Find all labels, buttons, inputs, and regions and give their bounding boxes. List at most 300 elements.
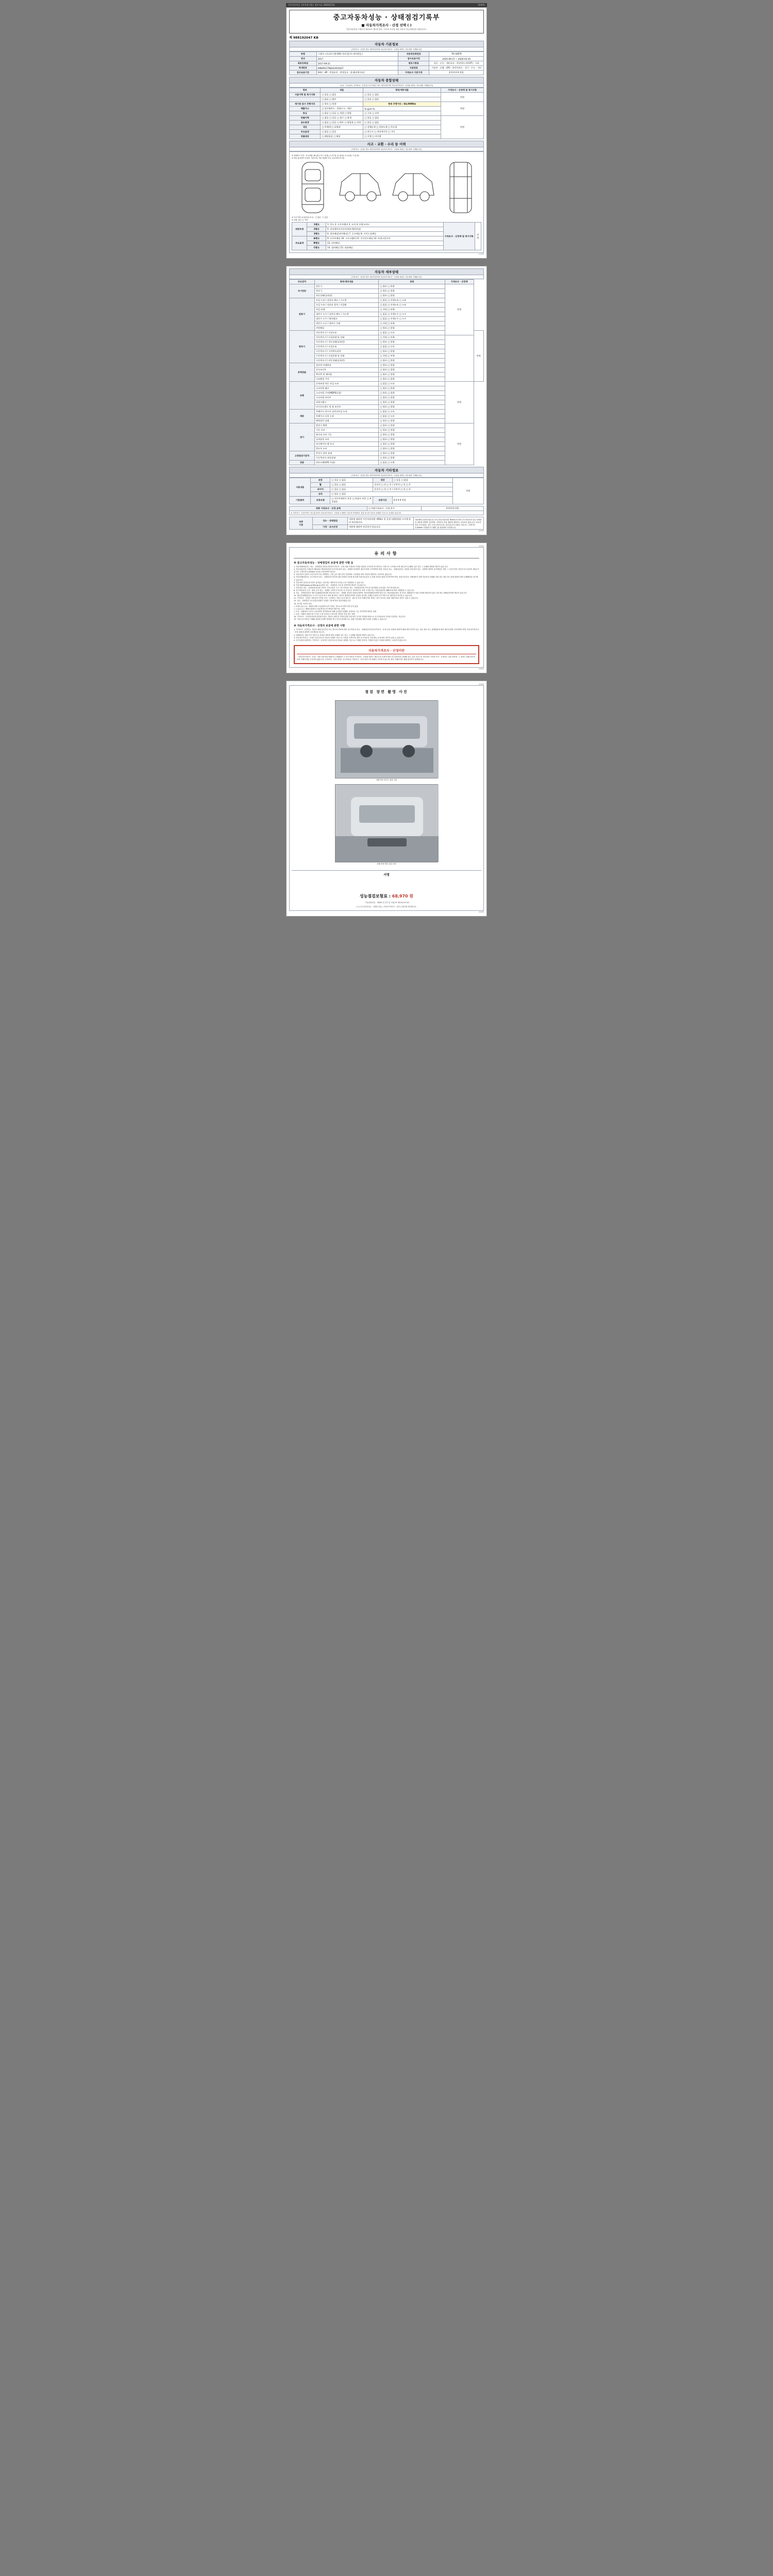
document-header [289,10,484,33]
item-check[interactable]: □ 양호 □ 불량 [379,363,445,368]
final-price-label: 최종 가격조사 · 산정 금액 [290,506,367,511]
page-subtitle: ■ 자동차가격조사 · 산정 선택 ( ) [361,23,412,27]
item-check[interactable]: □ 양호 □ 불량 [379,456,445,461]
notice-item: 9. 성능 · 상태점검자가 매도인(매매업자)에게 자동차의 성능 · 상태를 점검한 내용에 대하여 자동차매매업자에게 법정 준수 제공하였음에도 불구하고 매매업자가 매수인에게 제공하지 않은 경우에는 매매업자에게 책임이 있습니다. [294,592,467,595]
rank-label: C랭크 [307,246,326,250]
notice-sub-2: ※ 자동차가격조사 · 산정자 보증에 관한 사항 [294,624,345,628]
group-label: 동력전달 [290,363,315,382]
row-check[interactable]: □ 없음 □ 있음 □ 적법 □ 불법 [321,111,363,116]
item-check[interactable]: □ 양호 □ 불량 [379,386,445,391]
item-check[interactable]: □ 없음 □ 미세누수 □ 누수 [379,312,445,317]
cell-label: 검사유효기간 [398,57,429,61]
item-label: 브레이크 마스터 실린더오일 누유 [315,410,379,414]
item-check[interactable]: □ 적정 □ 부족 [379,321,445,326]
item-label: 스티어링 펌프 [315,386,379,391]
row-check[interactable]: □ 해당없음 □ 해당 [321,134,363,139]
row-check[interactable]: □ 없음 □ 있음 [321,130,363,134]
item-label2: 내장 [373,478,393,483]
item-label: 연료누출(LPG 포함) [315,461,379,465]
item-label: 발전기 출력 [315,423,379,428]
item-label: 수동변속기 / 기어변속장치 [315,349,379,354]
item-check[interactable]: □ 양호 □ 불량 [379,433,445,437]
row-check2[interactable]: □ 있음 □ 없음 [363,97,441,102]
section-title-other: 자동차 기타정보 [289,467,484,473]
rank-label: B랭크 [307,241,326,246]
row-note: 만원 [441,93,484,102]
inspection-photo-2 [335,784,438,862]
notice-item: 13. 표기된 기호의 의미 [294,602,312,605]
group-label: 사용내용 [290,478,311,497]
row-note: 만원 [441,102,484,116]
page-4-tag: (4/4면) [478,683,484,686]
notice-sub-1: ※ 중고자동차성능 · 상태점검자 보증에 관한 사항 등 [294,562,354,565]
group-label: 자기진단 [290,284,315,298]
final-price-unavailable[interactable]: □ 차량가격조사 · 산정 불가 [367,506,422,511]
rank-parts: 9. 프론트패널 10. 크로스멤버 11. 인사이드패널 12. 트렁크플로어 [326,236,444,241]
table-row [290,61,484,66]
row-check[interactable]: □ 있음 □ 없음 [321,93,363,97]
group-note: 만원 [445,382,474,423]
item-check[interactable]: □ 양호 □ 불량 [379,419,445,423]
col-head: 항목/세부내용 [363,88,441,93]
right-note-label: 가격조사 · 산정액 및 특기사항 [443,223,475,250]
row-check[interactable]: □ 없음 □ 렌트 [321,97,363,102]
item-check[interactable]: □ 양호 □ 불량 [379,428,445,433]
cell-value: 자동 · 수동 · 세미오토 · 무단변속기(CVT) · 기타 [429,61,484,66]
item-label: 휠 [311,483,330,487]
table-row [290,349,484,354]
table-row [290,340,484,345]
accident-history-label: ※ 사고이력 (교차/부위 표시) [292,216,314,219]
row-label: 리콜대상 [290,134,321,139]
col-head: 상태 [379,280,445,284]
table-row [290,57,484,61]
table-row [290,116,484,121]
item-label: 동력조향 작동 오일 누유 [315,382,379,386]
col-head: 주요장치 [290,280,315,284]
inspection-photo-1 [335,700,438,778]
item-check[interactable]: □ 양호 □ 불량 [379,423,445,428]
notice-item: 3. 자동차인도일부터 보증기간이 지나 발생하는 고장 등은 매수인이 부담하며, 보증범위 외의 사항에 대하여는 보증하지 않습니다. [294,573,392,576]
item-check[interactable]: □ 있음 □ 없음 [330,483,373,487]
table-row [290,423,484,428]
section-title-basic: 자동차 기본정보 [289,41,484,47]
group-label: 외판부위 [292,223,307,236]
insurance-fee-value: 68,970 원 [392,894,414,899]
notice-item: ○ 부식 : 차량에서 부식이 금속표면이 화학반응에 의해 손상되어 원래의 성질보다 기능 현격하게 떨어진 상태 [294,610,377,613]
row-label: 주요옵션 [290,130,321,134]
item-label: 냉각수 누수 / 냉각수 수량 [315,321,379,326]
photo-placeholder-icon [335,785,439,862]
item-check[interactable]: □ 양호 □ 불량 [379,396,445,400]
photo-caption: 차량 후면 하부 점검 사진 [377,863,396,866]
item-check[interactable]: □ 양호 □ 불량 [379,405,445,410]
item-label: 배력장치 상태 [315,419,379,423]
table-head-row [290,280,484,284]
cell-value: 2017-09-21 [316,61,398,66]
cell-value: 2025-09-21 ~ 2026-03-30 [429,57,484,61]
item-check[interactable]: □ 적정 □ 부족 [379,335,445,340]
section-note-detail: (가격조사 · 산정은 별도 계약사항이며 자동차가격조사 · 산정을 원하는 경우에만 기재합니다) [289,275,484,279]
definition-box [294,645,479,664]
table-damage-rank [292,222,481,250]
row-check[interactable]: □ 양호 □ 불량 [321,102,363,107]
section-note-overall: (주요 · 주요골조, 가격조사 · 산정 및 특기사항은 별도 계약사항이며 자동차가격조사 · 산정을 원하는 경우에만 기재합니다) [289,83,484,88]
table-head-row [290,88,484,93]
group-label: 기본품목 [290,497,311,504]
row-check[interactable]: □ 무채색 □ 유채색 [321,125,363,130]
table-row [290,93,484,97]
item-check[interactable]: □ 없음 □ 미세누유 □ 누유 [379,303,445,308]
legend-1: ※ 상태표시 부호 : X (교환), W (판금 또는 용접), C (부식), A (흠집), U (요철), T (손상) [292,155,359,157]
row-label: 용도변경 [290,121,321,125]
item-check[interactable]: □ 양호 □ 불량 [379,391,445,396]
item-label2: 보증기간 [373,497,393,504]
item-check2[interactable]: 운전석 □ 전 □ 후 / 동반석 □ 전 □ 후 [373,487,453,492]
notice-title: 유의사항 [294,551,479,558]
row-label: 특별이력 [290,116,321,121]
item-check2[interactable]: 운전석 □ 전 □ 후 / 동반석 □ 전 □ 후 [373,483,453,487]
table-row [290,345,484,349]
cell-label: 가격조사 기준가격 [398,71,429,75]
item-label: 유리 [311,492,330,497]
item-check[interactable]: □ 없음 □ 누유 [379,410,445,414]
cell-value: 가솔린 · 디젤 · LPG · 하이브리드 · 전기 · 수소 · 기타 [429,66,484,71]
item-check[interactable]: □ 있음 □ 없음 [330,487,373,492]
item-label: 구동축전지 격리상태 [315,456,379,461]
section-note-other: (가격조사 · 산정은 별도 계약사항이며 자동차가격조사 · 산정을 원하는 경우에만 기재합니다) [289,473,484,478]
page-title: 중고자동차성능 · 상태점검기록부 [333,14,440,22]
warranty-key: 성능 · 상태점검 [313,517,348,525]
item-check[interactable]: □ 양호 □ 불량 [379,349,445,354]
row-check2[interactable]: □ 썬루프 □ 내비게이션 □ 기타 [363,130,441,134]
insurance-fee [292,890,481,900]
legend-2: ※ 하단 참조하여 승용차 기준이며, 기타 차량의 경우 유사하게 표시함 [292,157,345,160]
item-label: 냉각수 누수 / 실린더 헤드 / 가스켓 [315,312,379,317]
item-check2[interactable]: 0 0 0 0 만원 [392,497,452,504]
car-side-view-right-icon [390,159,437,216]
row-check2[interactable]: □ 전체도색 □ 부분도색 □ 무도색 [363,125,441,130]
table-row [290,478,484,483]
group-note: 만원 [452,478,483,504]
row-check2[interactable]: □ 있음 □ 없음 [363,93,441,97]
item-check[interactable]: □ 양호 □ 불량 [379,289,445,294]
car-diagram-panel [289,151,484,256]
notice-item-2: 2. 매매업자는 매수인이 거짓으로 산정된 내용에 따라 손해를 입은 경우 그 손해를 배상할 책임이 있습니다. [294,634,375,636]
item-check[interactable]: □ 양호 □ 불량 [379,451,445,456]
item-check[interactable]: □ 적정 □ 부족 [379,308,445,312]
item-label: 실내송풍 모터 [315,437,379,442]
col-head: 내용 [321,88,363,93]
notice-item: 7. 자동차의 성능 · 상태점검에 관한 사항은 국토교통부 고시 '중고자동차 성능 · 상태점검자의 자격 및 점검방법 등에 관한 기준'에 따릅니다. [294,586,400,589]
insurance-fee-label: 성능점검보험료 : [359,894,391,899]
row-check2[interactable]: □ 구조 □ 장치 [363,111,441,116]
group-label: 변속기 [290,331,315,363]
page-3-tag: (3/4면) [478,545,484,548]
photo-list [292,697,481,868]
definition-title: 자동차가격조사 · 산정이란 [297,648,476,654]
table-other-info [289,478,484,504]
item-label: 라디에이터 팬 모터 [315,442,379,447]
cell-label: 연식 [290,57,317,61]
item-check[interactable]: □ 없음 □ 누유 [379,414,445,419]
topbar-right: (1/4면) [478,4,485,6]
group-note: 만원 [474,331,483,382]
cell-label: 차대번호 [290,66,317,71]
item-label: 커먼레일 [315,326,379,331]
item-label: 수동변속기 / 오일유량 및 상태 [315,354,379,359]
item-check[interactable]: □ 양호 □ 불량 [379,372,445,377]
item-label: 브레이크 오일 누유 [315,414,379,419]
photos-title: 점검 장면 촬영 사진 [365,690,408,694]
row-label: 색상 [290,125,321,130]
cell-label: 사용연료 [398,66,429,71]
notice-item-2: 1. 가격조사 · 산정자는 자동차 매매 알선기준 또는 별도의 의뢰에 따라 중고자동차 성능 · 상태점검기록부(가격조사 · 산정 부분 포함)에 대하여 매매 계약 성격이 있는 경우 매수 또는 관계법령에 따라 매수인에게 고지하여야 하며, 자동차가격조사 · 산정 내용에 대하여 보증책임을 집니다. [294,629,479,634]
item-label: 타이어 [311,487,330,492]
item-label: 냉각수 누수 / 워터펌프 [315,317,379,321]
final-price-value: 0 0 0 0 만원 [422,506,484,511]
item-label: 자동변속기 / 오일누유 [315,331,379,335]
cell-value: 0 0 0 0 0 만원 [429,71,484,75]
item-label: 수동변속기 / 오일누유 [315,345,379,349]
notice-item: 11. 가격조사 · 산정은 자동차의 가격을 조사 · 산정하는 서비스로서 매도인 · 매수인 간의 거래가격을 정하는 것이 아니며, 실제 거래가격과 차이가 있을 수 있습니다. [294,597,418,600]
item-check[interactable]: □ 양호 □ 불량 [379,400,445,405]
item-check[interactable]: □ 없음 □ 누유 [379,331,445,335]
row-check[interactable]: □ 일산화탄소 · 탄화수소 · 매연 [321,107,363,111]
row-check2[interactable]: □ 있음 □ 없음 [363,116,441,121]
item-label: 추진축 및 베어링 [315,372,379,377]
item-label: 수동변속기 / 작동상태(공회전) [315,359,379,363]
table-warranty [289,517,484,530]
cell-value: 그랜저 스포츠(그랜저HG 산타일(구)-내비형일.) [316,52,398,57]
item-check[interactable]: □ 있음 □ 없음 [330,492,453,497]
warranty-value: 내용에 대하여 자동차관리법 제58조 및 공정거래위원회 고시에 따라 보증합니다. [348,517,414,525]
rank-label: 1랭크 [307,223,326,227]
item-check[interactable]: □ 양호 □ 불량 [379,294,445,298]
rank-parts: 13. 리어패널 [326,241,444,246]
signature-area[interactable] [292,877,481,890]
col-head: 항목 [290,88,321,93]
item-label: 윈도우 모터 [315,447,379,451]
document-page [0,0,773,934]
footer-line-1: 「자동차관리법」 제58조 및 같은 법 시행규칙 제120조에 따라 [363,902,410,904]
notice-item: 5. 자동차의 품질보증기간이 남아있는 경우에는 제작사의 보증을 우선 적용받을 수 있습니다. [294,581,364,584]
notice-item-2: 3. 자동차가격조사 · 산정은 점검 당시의 자동차 상태를 기준으로 산정한 가격이며, 향후 중고자동차 시세 변동 등에 따라 차이가 있을 수 있습니다. [294,636,405,639]
footer-line-2: [ 1 ] 중고자동차성능 · 상태를 점검, [ 자동차가격조사 · 산정 ] 사항임을 확인합니다. [356,905,417,908]
table-row [290,52,484,57]
notice-list-1 [294,566,479,621]
item-check[interactable]: □ 있음 □ 없음 [330,478,373,483]
group-note: 만원 [445,423,474,465]
table-row [290,511,484,515]
notice-item: 6. 자동차365(www.car365.go.kr)에서 성능 · 상태점검 기록 및 정비이력 확인이 가능합니다. [294,584,366,586]
notice-item: 1. 자동차매매업자는 성능 · 상태점검기록부(자동차가격조사 · 산정 내용 포함)에 기재된 내용을 고지하지 아니하거나 거짓으로 고지했으로써 매수인이 손해를 입은 경우 그 손해를 배상할 책임이 있습니다. [294,566,448,568]
row-label: 계기판 표시 주행거리 [290,102,321,107]
accident-check-yes[interactable]: □ 있음 [322,216,328,219]
page-1-foot: (1/4면) [478,253,484,256]
page-2-foot: (2/4면) [478,530,484,532]
sheet-page-4 [286,681,487,917]
car-bottom-view-icon [443,159,479,216]
item-check[interactable]: □ 양호 □ 불량 [379,447,445,451]
item-check[interactable]: □ 양호 □ 불량 [379,377,445,382]
table-row [290,382,484,386]
item-label: 등속조인트 [315,368,379,372]
item-check[interactable]: □ 없음 □ 미세누유 □ 누유 [379,298,445,303]
item-label: 변속기 [315,289,379,294]
topbar-left: 자동차등록증 사본보관 (별도 첨부서류 2020/1/13) [288,4,335,6]
item-label: 스티어링 조인트 [315,396,379,400]
item-label: 보증유형 [311,497,330,504]
page-3-foot: (3/4면) [478,668,484,670]
notice-item: ○ 긁음 : 차량의 외판도장, 부식은 도장 및 판금 등에 의한 경미한 흔집 정도 상태 [294,613,355,615]
item-label: 타이로드엔드 및 볼 조인트 [315,405,379,410]
item-check[interactable]: □ 없음 □ 누출 [379,461,445,465]
row-check[interactable]: □ 없음 □ 있음 □ 침수 □ 화재 [321,116,363,121]
group-label: 조향 [290,382,315,410]
cell-value: KMHM1CTNDHU910047 [316,66,398,71]
photo-caption: 차량 하부 리프트 점검 사진 [376,779,397,782]
definition-text: 「자동차가격조사 · 산정」이란 자동차의 매매 또는 매매알선 시 중고자동차 가격조사 · 산정을 원하는 매수인의 요청에 따라 중고자동차의 상태와 성능 등을 기준으로 자동차의 가격을 조사 · 산정하는 것을 말하며, 그 결과는 매매 당사자 간의 거래가격을 구속하지 않습니다. 가격조사 · 산정 결과는 중고자동차 가격조사 · 산정 서비스에 의해서 구속하지 않으며, 최종 거래가격은 매매 당사자가 결정합니다. [297,655,475,660]
page-4-foot: (4/4면) [478,910,484,913]
table-row [290,102,484,107]
table-row [290,372,484,377]
photo-placeholder-icon [335,701,439,778]
group-label: 제동 [290,410,315,423]
row-label: 배출가스 [290,107,321,111]
row-label: 튜닝 [290,111,321,116]
car-side-view-left-icon [337,159,384,216]
cell-label: 최초등록일 [290,61,317,66]
signature-title: 서명 [383,873,390,877]
right-note-value: 만원 [475,223,481,250]
document-number: 제 988192047 KB [289,36,318,40]
table-row [290,359,484,363]
item-check[interactable]: □ 양호 □ 불량 [379,359,445,363]
item-label: 파워크랭크 [315,400,379,405]
item-check[interactable]: □ 적정 □ 부족 [379,354,445,359]
item-label: 오일 누유 / 실린더 헤드 / 가스켓 [315,298,379,303]
table-basic-info [289,52,484,75]
notice-item: 10. 매수인(매매업자)은 시고지 기준이 되고 싶어 확인되는 정보의 범위에 한하여 점검한 것이며, 은폐된 부위의 사고이력 등은 확인되지 아니할 수 있습니다. [294,595,413,597]
cell-label: 자동차등록번호 [398,52,429,57]
item-check[interactable]: □ 양호 □ 불량 [379,368,445,372]
group-label: 고전원전기장치 [290,451,315,461]
rank-parts: 6. 쿼터패널(리어팬더) 7. 루프패널 8. 사이드실패널 [326,232,444,236]
table-overall-state [289,88,484,139]
notice-item: ○ 미세누유(누수) : 해당부위에 오일(냉각수)이 비치는 정도로서 바닥 낙하 흔적 없음 [294,605,358,607]
group-label: 연료 [290,461,315,465]
section-title-overall: 자동차 종합상태 [289,77,484,83]
item-check[interactable]: □ 없음 □ 누유 [379,382,445,386]
final-price-note: ※ 가격조사 · 산정가격은 성능점검자가 자동차가격조사 · 산정을 요청받은 경우에 작성하며, 점검 당시의 자동차 상태를 기준으로 산정한 것입니다. [290,511,484,515]
row-check[interactable]: □ 없음 □ 있음 □ 렌트 □ 영업용 □ 관용 [321,121,363,125]
section-title-detail: 자동차 세부상태 [289,268,484,275]
table-row [292,223,481,227]
cell-label: 검사유효기간 [290,71,317,75]
row-check2[interactable]: % ppm % [363,107,441,111]
item-check[interactable]: □ 없음 □ 미세누수 □ 누수 [379,317,445,321]
item-label: 오일 유량 [315,308,379,312]
page-desc: 자동차관리법 시행규칙 제120조 제1항 관련 / 소비자 보호를 위한 자동차 성능상태점검 내용입니다. [346,28,427,30]
col-head: 가격조사 · 산정액 및 특기사항 [441,88,484,93]
item-check[interactable]: □ 양호 □ 불량 [379,284,445,289]
item-label: 클러치 어셈블리 [315,363,379,368]
rank-parts: 5. 라디에이터서포트(볼트체결부품) [326,227,444,232]
group-note: 만원 [445,284,474,335]
cell-value: 04단 · 8P · 변경유무 · 변경일자 · 현재(주행거리) [316,71,398,75]
item-label: 외장 [311,478,330,483]
item-label: 시동 모터 [315,428,379,433]
item-label: 자동변속기 / 오일유량 및 상태 [315,335,379,340]
section-note-accident: (가격조사 · 산정은 별도 계약사항이며 자동차가격조사 · 산정을 원하는 경우에만 기재합니다) [289,147,484,151]
notice-item-2: 4. 특기사항에 대하여는 가격조사 · 산정자가 점검 당시의 자동차 상태를 기준으로 기재한 것이며, 기재되지 않은 사항에 대하여는 보증하지 않습니다. [294,639,407,641]
rank-label: A랭크 [307,236,326,241]
item-check[interactable]: □ 양호 □ 불량 [379,437,445,442]
photo-item [335,784,438,865]
row-check2[interactable]: □ 이행 □ 미이행 [363,134,441,139]
section-title-accident: 사고 · 교환 · 수리 등 이력 [289,141,484,147]
section-note-basic: (가격조사 · 산정은 별도 계약사항이며 자동차가격조사 · 산정을 원하는 경우에만 기재합니다) [289,47,484,52]
rank-parts: 1. 후드 2. 프론트팬더 3. 도어 4. 트렁크리드 [326,223,444,227]
notice-item: 4. 자동차매매업자는 중고자동차 성능 · 상태점검기록부를 매수인에게 교부할 때 현재 자동차등록증 등 관계 서류를 함께 교부하여야 하며, 점검기록부의 기재내용이 실제 자동차의 상태와 다를 경우 매수인은 관계 법령에 따라 손해배상을 청구할 수 있습니다. [294,576,478,581]
cell-value: 2017 [316,57,398,61]
sheet-page-3 [286,543,487,673]
notice-item: 14. 가격조사 · 산정자(자동차진단평가사)는 자동차 상태 및 가격에 관한 전문적인 지식과 경험을 바탕으로 중고자동차의 가치를 산정하는 자입니다. [294,616,406,618]
table-row [290,377,484,382]
table-row [290,71,484,75]
accident-check-none[interactable]: □ 없음 [315,216,321,219]
table-row [290,354,484,359]
cell-value: 76서4879 [429,52,484,57]
table-row [290,506,484,511]
odometer-value: 현재 주행거리 : 84,009Km [363,102,441,107]
notice-list-2 [294,629,479,642]
warranty-value: 내용에 대하여 보증하지 않습니다. [348,525,414,530]
row-label [290,97,321,102]
sheet-page-1 [286,7,487,259]
sheet-page-2 [286,266,487,535]
group-label: 원동기 [290,298,315,331]
item-check[interactable]: □ 양호 □ 불량 [379,326,445,331]
damage-label: ※ 교환, 판금 등 이력 [292,219,308,222]
table-row [290,284,484,289]
row-label: 사용이력 및 특기사항 [290,93,321,97]
rank-parts: 14. 필러패널 15. 대쉬패널 [326,246,444,250]
item-label: 스티어링 기어(MDPS포함) [315,391,379,396]
row-check2[interactable]: □ 있음 □ 없음 [363,121,441,125]
notice-item: 12. 성능 · 상태점검 국토교통부장관이 인정한 기준에 따라 점검하였습니다. [294,600,351,602]
notice-item: ○ 누유(누수) : 해당부위에서 오일(냉각수)이 맺혀서 떨어지는 상태 [294,607,345,610]
item-check[interactable]: □ 없음 □ 누유 [379,345,445,349]
table-row [290,66,484,71]
notice-item: 15. 기타 중고자동차 거래와 관련한 분쟁이 발생한 경우 한국소비자원 또는 관할 지자체에 상담·조정을 신청할 수 있습니다. [294,618,387,621]
item-check[interactable]: □ 양호 □ 불량 [379,340,445,345]
notice-item: 8. 중고자동차의 구조 · 장치 등의 성능 · 상태를 고지하지 아니한 자 거짓으로 점검하거나 자격 고지한 자는 자동차관리법 제80조에 따라 처벌받을 수 있습니다. [294,589,415,592]
cell-label: 차명 [290,52,317,57]
item-check2[interactable]: □ 있음 □ 없음 [392,478,452,483]
rank-label: 3랭크 [307,232,326,236]
item-label: 오일 누유 / 실린더 블록 / 오일팬 [315,303,379,308]
item-check[interactable]: □ 자동차제작사 보증 □ 보험사 보증 □ 보증없음 [330,497,373,504]
item-label: 작동상태(공회전) [315,294,379,298]
table-final-price [289,506,484,515]
item-check[interactable]: □ 양호 □ 불량 [379,442,445,447]
col-head: 항목/세부내용 [315,280,379,284]
warranty-group-label: 보증 구분 [290,517,313,530]
table-row [290,363,484,368]
row-note: 만원 [441,116,484,139]
